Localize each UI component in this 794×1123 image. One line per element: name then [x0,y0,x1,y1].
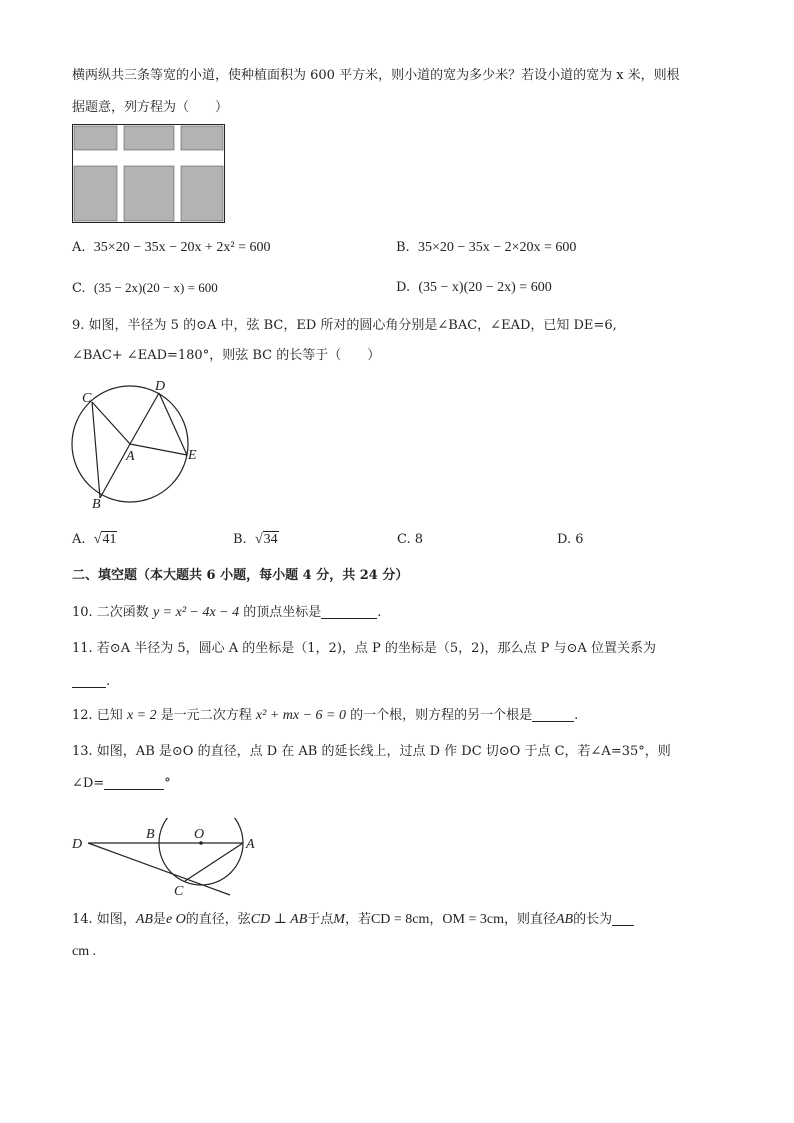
q11-line2: . [72,672,110,692]
q14-line1: 14. 如图，AB是e O的直径，弦CD ⊥ AB于点M，若CD = 8cm，OM = 3cm，则直径AB的长为 [72,910,634,930]
q14-line2: cm . [72,944,97,959]
q13-label-c: C [174,884,184,899]
q13-label-o: O [194,827,205,842]
q13-line1: 13. 如图，AB 是⊙O 的直径，点 D 在 AB 的延长线上，过点 D 作 DC 切⊙O 于点 C，若∠A=35°，则 [72,744,671,759]
q8-option-b: B. 35×20 − 35x − 2×20x = 600 [396,240,577,255]
q8-garden-figure [72,124,226,224]
q9-circle-figure [66,376,216,512]
q8-line1: 横两纵共三条等宽的小道，使种植面积为 600 平方米，则小道的宽为多少米？若设小道的宽为 x 米，则根 [72,68,680,83]
q11-line1: 11. 若⊙A 半径为 5，圆心 A 的坐标是（1，2)，点 P 的坐标是（5，2)，那么点 P 与⊙A 位置关系为 [72,641,656,656]
q8-option-d: D. (35 − x)(20 − 2x) = 600 [396,280,552,295]
q9-option-b: B. √34 [233,532,278,547]
q12-answer-blank[interactable] [532,707,574,722]
q9-label-a: A [126,449,135,464]
q9-label-d: D [155,379,166,394]
q9-option-d: D. 6 [557,532,584,547]
q13-label-b: B [146,827,155,842]
q9-option-a: A. √41 [72,532,117,547]
q8-option-c: C. (35 − 2x)(20 − x) = 600 [72,280,218,296]
q8-line2: 据题意，列方程为（ ） [72,100,229,115]
q9-label-b: B [92,497,101,512]
q10: 10. 二次函数 y = x² − 4x − 4 的顶点坐标是 . [72,605,382,620]
q13-label-d: D [72,837,83,852]
q12: 12. 已知 x = 2 是一元二次方程 x² + mx − 6 = 0 的一个根，则方程的另一个根是 . [72,708,579,723]
q13-label-a: A [246,837,255,852]
q13-line2: ∠D= ° [72,776,171,791]
q9-line2: ∠BAC+ ∠EAD=180°，则弦 BC 的长等于（ ） [72,348,381,363]
q14-answer-blank[interactable] [612,911,634,926]
section-title: 二、填空题（本大题共 6 小题，每小题 4 分，共 24 分） [72,568,409,583]
q10-answer-blank[interactable] [321,604,377,619]
q9-line1: 9. 如图，半径为 5 的⊙A 中，弦 BC，ED 所对的圆心角分别是∠BAC，∠EAD，已知 DE=6, [72,318,617,333]
q11-answer-blank[interactable] [72,673,106,688]
q9-label-c: C [82,391,92,406]
q9-option-c: C. 8 [397,532,424,547]
q13-answer-blank[interactable] [104,775,164,790]
q9-label-e: E [188,448,197,463]
q8-option-a: A. 35×20 − 35x − 20x + 2x² = 600 [72,240,271,255]
q13-tangent-figure [66,818,266,902]
